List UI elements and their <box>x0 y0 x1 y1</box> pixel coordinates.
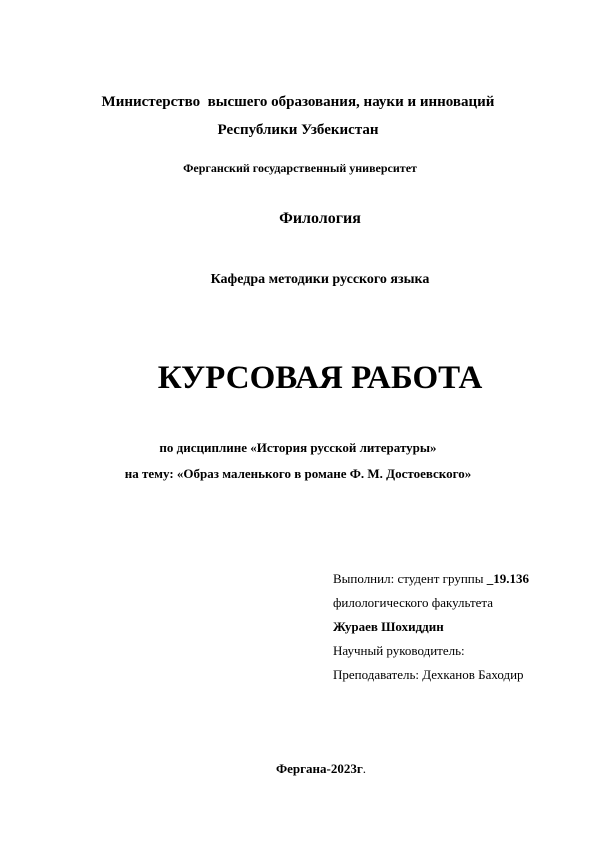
supervisor-label: Научный руководитель: <box>333 643 465 658</box>
document-title: КУРСОВАЯ РАБОТА <box>157 360 483 396</box>
ministry-name: Министерство высшего образования, науки и инноваций <box>101 94 495 110</box>
place-year <box>23 761 596 777</box>
faculty-line: филологического факультета <box>333 595 494 610</box>
teacher-line: Преподаватель: Дехканов Баходир <box>333 667 524 682</box>
department-name: Кафедра методики русского языка <box>210 272 430 287</box>
discipline-line: по дисциплине «История русской литературы» <box>159 440 437 455</box>
student-name: Жураев Шохиддин <box>333 619 444 634</box>
place-year-suffix: . <box>362 761 367 776</box>
place-year-text: Фергана-2023г <box>275 761 363 776</box>
faculty-name: Филология <box>279 210 361 227</box>
university-name: Ферганский государственный университет <box>183 161 417 175</box>
topic-line: на тему: «Образ маленького в романе Ф. М. Достоевского» <box>124 466 472 481</box>
author-info-block <box>333 567 529 687</box>
republic-name: Республики Узбекистан <box>217 122 379 138</box>
performed-by-label: Выполнил: студент группы <box>333 571 487 586</box>
group-number: _19.136 <box>486 571 529 586</box>
performed-by-row <box>333 567 529 591</box>
